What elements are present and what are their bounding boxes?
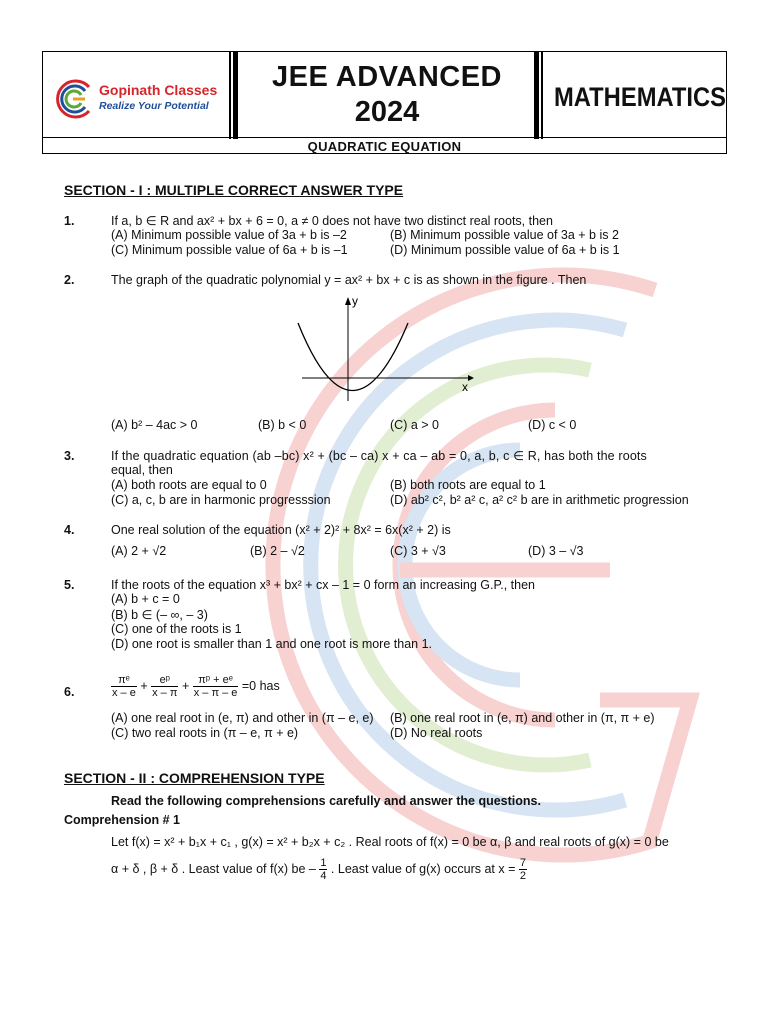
- question-text: If a, b ∈ R and ax² + bx + 6 = 0, a ≠ 0 does not have two distinct real roots, then: [111, 214, 553, 228]
- option-b: (B) b < 0: [258, 418, 307, 432]
- comprehension-heading: Comprehension # 1: [64, 813, 180, 827]
- exam-title: [241, 52, 533, 139]
- fraction: $\frac{1}{4}$: [320, 857, 327, 882]
- option-d: (D) ab² c², b² a² c, a² c² b are in arithmetic progression: [390, 493, 689, 507]
- option-c: (C) one of the roots is 1: [111, 622, 242, 636]
- title-line2: 2024: [354, 96, 420, 128]
- fraction: $\frac{\text{πᵉ}}{x - e}$: [112, 674, 136, 699]
- question-number: 5.: [64, 578, 75, 592]
- x-axis-label: x: [462, 380, 468, 394]
- option-a: (A) 2 + √2: [111, 544, 167, 558]
- subject-title: MATHEMATICS: [553, 82, 727, 112]
- question-text-cont: equal, then: [111, 463, 173, 477]
- logo-area: [43, 52, 229, 139]
- parabola-graph: [290, 293, 480, 408]
- question-number: 3.: [64, 449, 75, 463]
- fraction: $\frac{\text{πᵖ + eᵉ}}{x - \pi - e}$: [193, 674, 238, 699]
- question-number: 2.: [64, 273, 75, 287]
- option-b: (B) 2 – √2: [250, 544, 305, 558]
- question-text: One real solution of the equation (x² + 2)² + 8x² = 6x(x² + 2) is: [111, 523, 451, 537]
- x-arrow-icon: [468, 375, 474, 381]
- question-number: 4.: [64, 523, 75, 537]
- question-text: The graph of the quadratic polynomial y = ax² + bx + c is as shown in the figure . Then: [111, 273, 587, 287]
- subject-area: [543, 52, 726, 139]
- topic-bar: [43, 137, 726, 154]
- comprehension-text-2: α + δ , β + δ . Least value of f(x) be – $\frac{1}{4}$ . Least value of g(x) occurs at x = $\frac{7}{2}$: [111, 857, 526, 882]
- parabola-curve: [298, 323, 408, 391]
- option-a: (A) both roots are equal to 0: [111, 478, 267, 492]
- fraction: $\frac{7}{2}$: [519, 857, 526, 882]
- section-heading: SECTION - II : COMPREHENSION TYPE: [64, 770, 325, 786]
- section-heading: SECTION - I : MULTIPLE CORRECT ANSWER TYPE: [64, 182, 404, 198]
- question-number: 1.: [64, 214, 75, 228]
- header-box: [42, 51, 727, 154]
- option-c: (C) a, c, b are in harmonic progresssion: [111, 493, 331, 507]
- option-d: (D) No real roots: [390, 726, 483, 740]
- option-b: (B) Minimum possible value of 3a + b is 2: [390, 228, 619, 242]
- option-c: (C) 3 + √3: [390, 544, 446, 558]
- question-text: If the roots of the equation x³ + bx² + cx – 1 = 0 form an increasing G.P., then: [111, 578, 535, 592]
- option-a: (A) one real root in (e, π) and other in (π – e, e): [111, 711, 374, 725]
- brand-name: Gopinath Classes: [99, 82, 218, 98]
- question-text: If the quadratic equation (ab –bc) x² + (bc – ca) x + ca – ab = 0, a, b, c ∈ R, has both the roots: [111, 449, 647, 463]
- logo-icon: [51, 78, 95, 120]
- topic-title: QUADRATIC EQUATION: [307, 139, 462, 154]
- option-a: (A) b² – 4ac > 0: [111, 418, 198, 432]
- question-equation: $\frac{\text{πᵉ}}{x - e}$ + $\frac{\text{eᵖ}}{x - \pi}$ + $\frac{\text{πᵖ + eᵉ}}{x - \pi - e}$ =0 has: [112, 674, 280, 699]
- comprehension-instruction: Read the following comprehensions carefully and answer the questions.: [111, 794, 541, 808]
- comprehension-text: Let f(x) = x² + b₁x + c₁ , g(x) = x² + b₂x + c₂ . Real roots of f(x) = 0 be α, β and real roots of g(x) = 0 be: [111, 835, 669, 849]
- option-d: (D) c < 0: [528, 418, 577, 432]
- option-a: (A) Minimum possible value of 3a + b is –2: [111, 228, 347, 242]
- divider: [229, 52, 241, 139]
- option-d: (D) 3 – √3: [528, 544, 584, 558]
- y-axis-label: y: [352, 294, 358, 308]
- fraction: $\frac{\text{eᵖ}}{x - \pi}$: [152, 674, 178, 699]
- question-number: 6.: [64, 685, 75, 699]
- option-b: (B) both roots are equal to 1: [390, 478, 546, 492]
- option-d: (D) Minimum possible value of 6a + b is 1: [390, 243, 620, 257]
- option-d: (D) one root is smaller than 1 and one root is more than 1.: [111, 637, 432, 651]
- title-line1: JEE ADVANCED: [272, 61, 502, 93]
- option-c: (C) Minimum possible value of 6a + b is –1: [111, 243, 348, 257]
- option-b: (B) one real root in (e, π) and other in (π, π + e): [390, 711, 655, 725]
- option-c: (C) two real roots in (π – e, π + e): [111, 726, 299, 740]
- brand-tagline: Realize Your Potential: [99, 100, 209, 112]
- y-arrow-icon: [345, 297, 351, 305]
- option-a: (A) b + c = 0: [111, 592, 180, 606]
- option-c: (C) a > 0: [390, 418, 439, 432]
- option-b: (B) b ∈ (– ∞, – 3): [111, 608, 208, 622]
